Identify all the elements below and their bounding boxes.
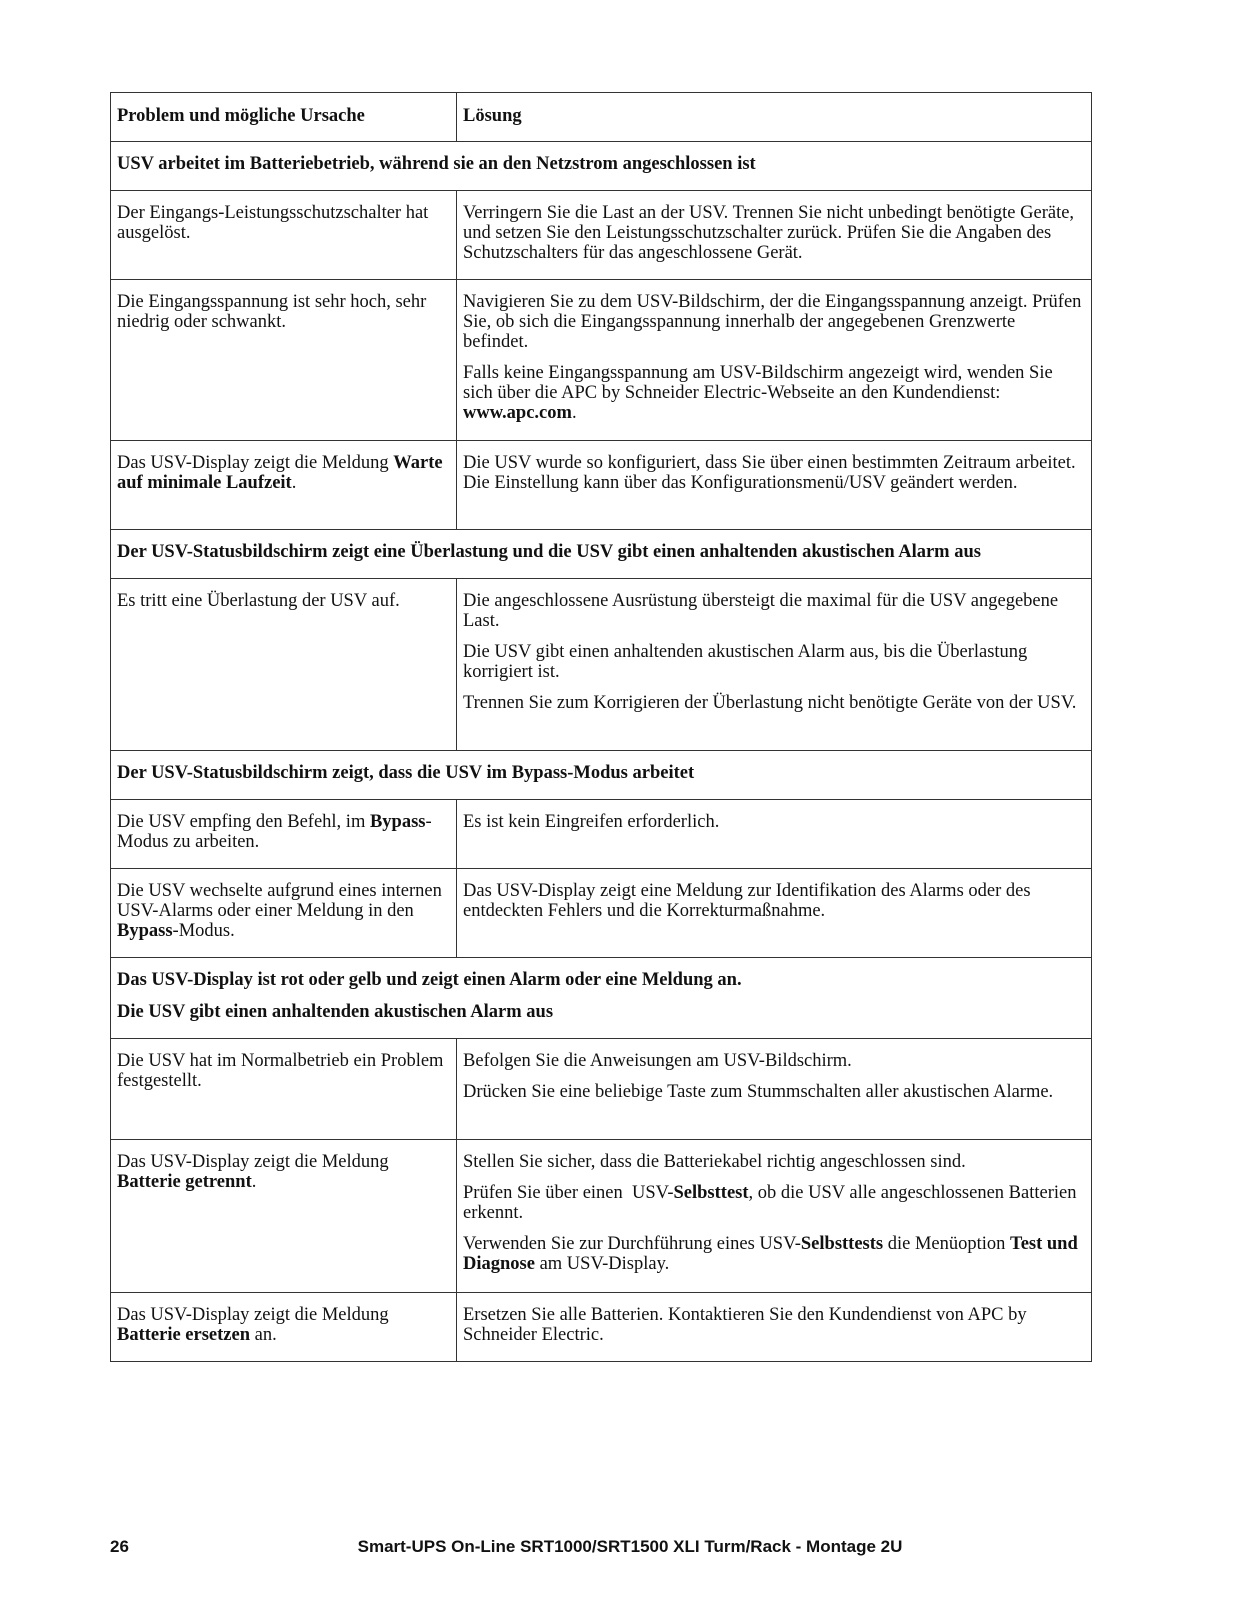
solution-text: , ob die USV alle angeschlossenen Batterien erkennt. — [463, 1183, 1077, 1223]
problem-text: an. — [250, 1325, 277, 1345]
solution-paragraph — [463, 591, 1085, 631]
problem-text: Es tritt eine Überlastung der USV auf. — [117, 591, 400, 611]
solution-text: Die angeschlossene Ausrüstung übersteigt die maximal für die USV angegebene Last. — [463, 591, 1059, 631]
problem-text: Das USV-Display zeigt die Meldung — [117, 453, 394, 473]
solution-cell — [457, 1140, 1092, 1293]
solution-paragraph — [463, 363, 1085, 423]
solution-cell — [457, 1293, 1092, 1362]
display-message: Batterie ersetzen — [117, 1325, 251, 1345]
solution-paragraph — [463, 881, 1085, 921]
solution-text: Ersetzen Sie alle Batterien. Kontaktieren Sie den Kundendienst von APC by Schneider Electric. — [463, 1305, 1027, 1345]
table-row — [111, 1140, 1092, 1293]
solution-cell — [457, 280, 1092, 441]
solution-cell — [457, 800, 1092, 869]
self-test-term: Selbsttest — [673, 1183, 749, 1203]
solution-text: Verwenden Sie zur Durchführung eines USV- — [463, 1234, 801, 1254]
problem-text: Die Eingangsspannung ist sehr hoch, sehr niedrig oder schwankt. — [117, 292, 427, 332]
solution-text: Trennen Sie zum Korrigieren der Überlastung nicht benötigte Geräte von der USV. — [463, 693, 1077, 713]
problem-cell — [111, 1293, 457, 1362]
table-row — [111, 1039, 1092, 1140]
website-link-text: www.apc.com — [463, 403, 572, 423]
problem-text: Das USV-Display zeigt die Meldung — [117, 1305, 389, 1325]
display-message: Warte auf minimale Laufzeit — [117, 453, 443, 493]
section-heading-row — [111, 958, 1092, 1039]
document-title: Smart-UPS On-Line SRT1000/SRT1500 XLI Turm/Rack - Montage 2U — [357, 1537, 903, 1556]
solution-paragraph — [463, 1051, 1085, 1071]
section-title: Der USV-Statusbildschirm zeigt eine Überlastung und die USV gibt einen anhaltenden akustischen Alarm aus — [111, 530, 1092, 579]
self-test-term: Selbsttests — [800, 1234, 884, 1254]
problem-cell — [111, 280, 457, 441]
section-title: USV arbeitet im Batteriebetrieb, während sie an den Netzstrom angeschlossen ist — [111, 142, 1092, 191]
solution-paragraph — [463, 292, 1085, 352]
solution-cell — [457, 579, 1092, 751]
problem-text: . — [251, 1172, 257, 1192]
problem-text: Das USV-Display zeigt die Meldung — [117, 1152, 389, 1172]
problem-cell — [111, 800, 457, 869]
header-solution: Lösung — [457, 93, 1092, 142]
problem-cell — [111, 579, 457, 751]
problem-text: Die USV hat im Normalbetrieb ein Problem festgestellt. — [117, 1051, 444, 1091]
section-title: Der USV-Statusbildschirm zeigt, dass die USV im Bypass-Modus arbeitet — [111, 751, 1092, 800]
mode-name: Bypass — [117, 921, 173, 941]
problem-text: Die USV empfing den Befehl, im — [117, 812, 370, 832]
menu-option-name: Test und Diagnose — [463, 1234, 1078, 1274]
solution-cell — [457, 191, 1092, 280]
solution-paragraph — [463, 1183, 1085, 1223]
problem-cell — [111, 869, 457, 958]
section-title: Das USV-Display ist rot oder gelb und zeigt einen Alarm oder eine Meldung an. — [117, 970, 742, 990]
display-message: Batterie getrennt — [117, 1172, 252, 1192]
page-number: 26 — [110, 1537, 129, 1556]
solution-text: . — [571, 403, 577, 423]
table-row — [111, 800, 1092, 869]
solution-paragraph — [463, 1305, 1085, 1345]
problem-text: -Modus. — [172, 921, 235, 941]
solution-text: Drücken Sie eine beliebige Taste zum Stummschalten aller akustischen Alarme. — [463, 1082, 1054, 1102]
problem-text: Der Eingangs-Leistungsschutzschalter hat ausgelöst. — [117, 203, 429, 243]
troubleshooting-table — [110, 92, 1092, 1362]
solution-paragraph — [463, 203, 1085, 263]
solution-paragraph — [463, 453, 1085, 493]
table-row — [111, 191, 1092, 280]
solution-text: Navigieren Sie zu dem USV-Bildschirm, der die Eingangsspannung anzeigt. Prüfen Sie, ob sich die Eingangsspannung innerhalb der angegebenen Grenzwerte befindet. — [463, 292, 1082, 352]
table-row — [111, 869, 1092, 958]
solution-cell — [457, 1039, 1092, 1140]
solution-text: Die USV gibt einen anhaltenden akustischen Alarm aus, bis die Überlastung korrigiert ist. — [463, 642, 1028, 682]
solution-text: Die USV wurde so konfiguriert, dass Sie über einen bestimmten Zeitraum arbeitet. Die Einstellung kann über das Konfigurationsmenü/USV geändert werden. — [463, 453, 1076, 493]
table-row — [111, 579, 1092, 751]
solution-paragraph — [463, 812, 1085, 832]
problem-text: -Modus zu arbeiten. — [117, 812, 432, 852]
table-header-row — [111, 93, 1092, 142]
section-heading-row — [111, 751, 1092, 800]
solution-text: Stellen Sie sicher, dass die Batteriekabel richtig angeschlossen sind. — [463, 1152, 966, 1172]
solution-text: Prüfen Sie über einen USV- — [463, 1183, 674, 1203]
solution-paragraph — [463, 1082, 1085, 1102]
solution-paragraph — [463, 693, 1085, 713]
section-heading-row — [111, 142, 1092, 191]
section-heading-row — [111, 530, 1092, 579]
problem-cell — [111, 191, 457, 280]
solution-text: die Menüoption — [883, 1234, 1011, 1254]
problem-cell — [111, 441, 457, 530]
section-title-cell — [111, 958, 1092, 1039]
solution-paragraph — [463, 1234, 1085, 1274]
solution-text: Verringern Sie die Last an der USV. Trennen Sie nicht unbedingt benötigte Geräte, und setzen Sie den Leistungsschutzschalter zurück. Prüfen Sie die Angaben des Schutzschalters für das angeschlossene Gerät. — [463, 203, 1075, 263]
problem-text: . — [291, 473, 297, 493]
table-row — [111, 280, 1092, 441]
table-row — [111, 1293, 1092, 1362]
solution-text: am USV-Display. — [534, 1254, 670, 1274]
mode-name: Bypass — [369, 812, 426, 832]
section-subtitle: Die USV gibt einen anhaltenden akustischen Alarm aus — [117, 1002, 554, 1022]
problem-cell — [111, 1140, 457, 1293]
solution-text: Befolgen Sie die Anweisungen am USV-Bildschirm. — [463, 1051, 852, 1071]
solution-text: Falls keine Eingangsspannung am USV-Bildschirm angezeigt wird, wenden Sie sich über die APC by Schneider Electric-Webseite an den Kundendienst: — [463, 363, 1053, 403]
problem-text: Die USV wechselte aufgrund eines internen USV-Alarms oder einer Meldung in den — [117, 881, 442, 921]
solution-paragraph — [463, 642, 1085, 682]
problem-cell — [111, 1039, 457, 1140]
solution-cell — [457, 441, 1092, 530]
solution-paragraph — [463, 1152, 1085, 1172]
solution-text: Es ist kein Eingreifen erforderlich. — [463, 812, 720, 832]
header-problem: Problem und mögliche Ursache — [111, 93, 457, 142]
table-row — [111, 441, 1092, 530]
solution-cell — [457, 869, 1092, 958]
solution-text: Das USV-Display zeigt eine Meldung zur Identifikation des Alarms oder des entdeckten Fehlers und die Korrekturmaßnahme. — [463, 881, 1031, 921]
